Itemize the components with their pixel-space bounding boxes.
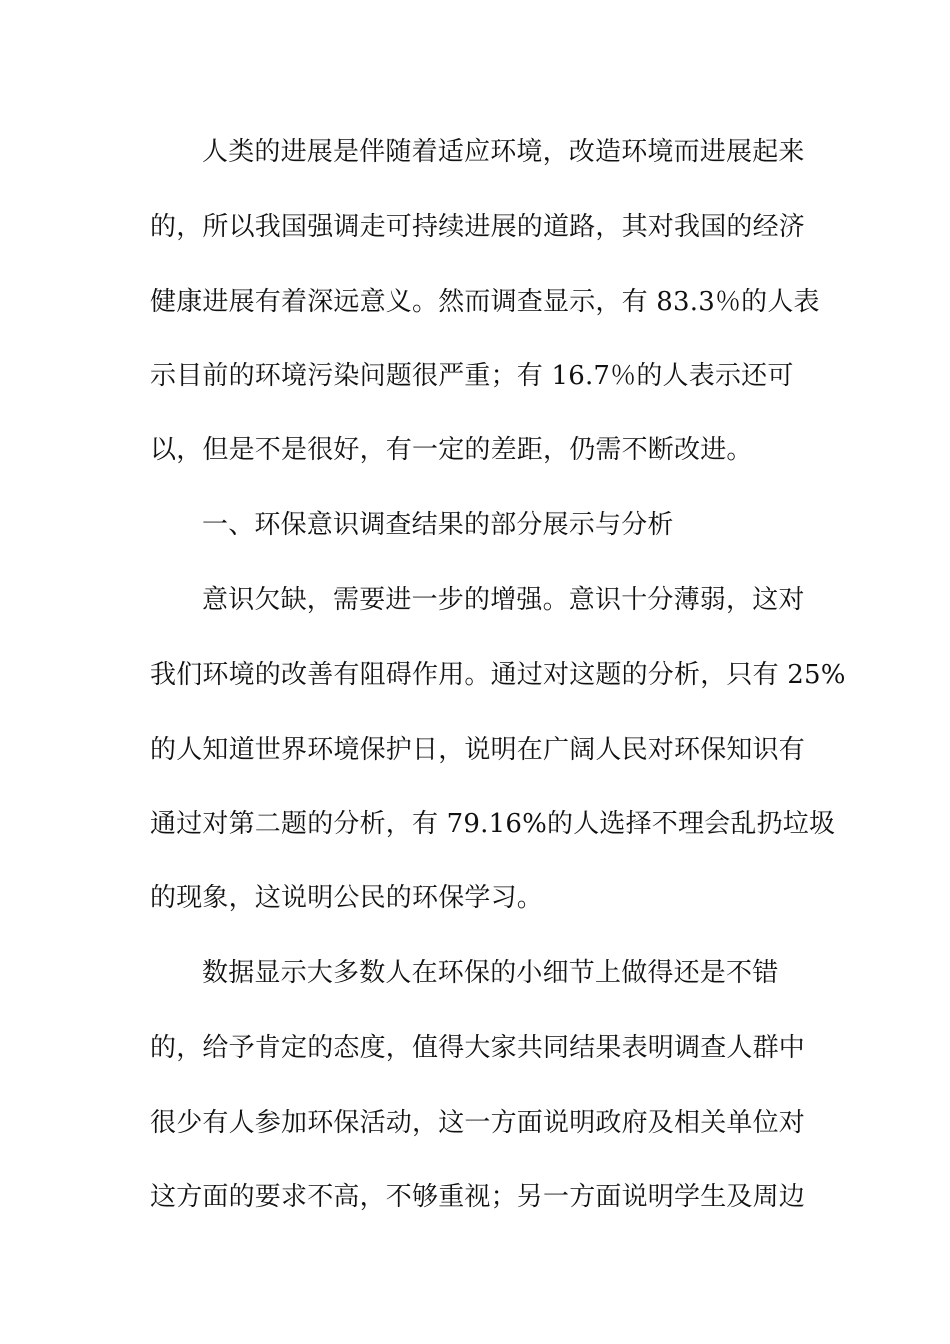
- paragraph-2-line-2: 我们环境的改善有阻碍作用。通过对这题的分析，只有 25%: [150, 660, 846, 690]
- paragraph-2-line-5: 的现象，这说明公民的环保学习。: [150, 883, 544, 913]
- paragraph-1-line-2: 的，所以我国强调走可持续进展的道路，其对我国的经济: [150, 212, 806, 242]
- paragraph-3-line-4: 这方面的要求不高，不够重视；另一方面说明学生及周边: [150, 1182, 806, 1212]
- paragraph-1-line-4: 示目前的环境污染问题很严重；有 16.7％的人表示还可: [150, 361, 794, 391]
- paragraph-1-line-5: 以，但是不是很好，有一定的差距，仍需不断改进。: [150, 435, 753, 465]
- paragraph-2-line-1: 意识欠缺，需要进一步的增强。意识十分薄弱，这对: [202, 585, 805, 615]
- paragraph-3-line-2: 的，给予肯定的态度，值得大家共同结果表明调查人群中: [150, 1033, 806, 1063]
- paragraph-1-line-1: 人类的进展是伴随着适应环境，改造环境而进展起来: [202, 137, 805, 167]
- paragraph-2-line-3: 的人知道世界环境保护日，说明在广阔人民对环保知识有: [150, 735, 806, 765]
- section-heading: 一、环保意识调查结果的部分展示与分析: [202, 510, 674, 540]
- paragraph-2-line-4: 通过对第二题的分析，有 79.16%的人选择不理会乱扔垃圾: [150, 809, 836, 839]
- paragraph-3-line-3: 很少有人参加环保活动，这一方面说明政府及相关单位对: [150, 1108, 806, 1138]
- paragraph-1-line-3: 健康进展有着深远意义。然而调查显示，有 83.3％的人表: [150, 287, 820, 317]
- paragraph-3-line-1: 数据显示大多数人在环保的小细节上做得还是不错: [202, 958, 779, 988]
